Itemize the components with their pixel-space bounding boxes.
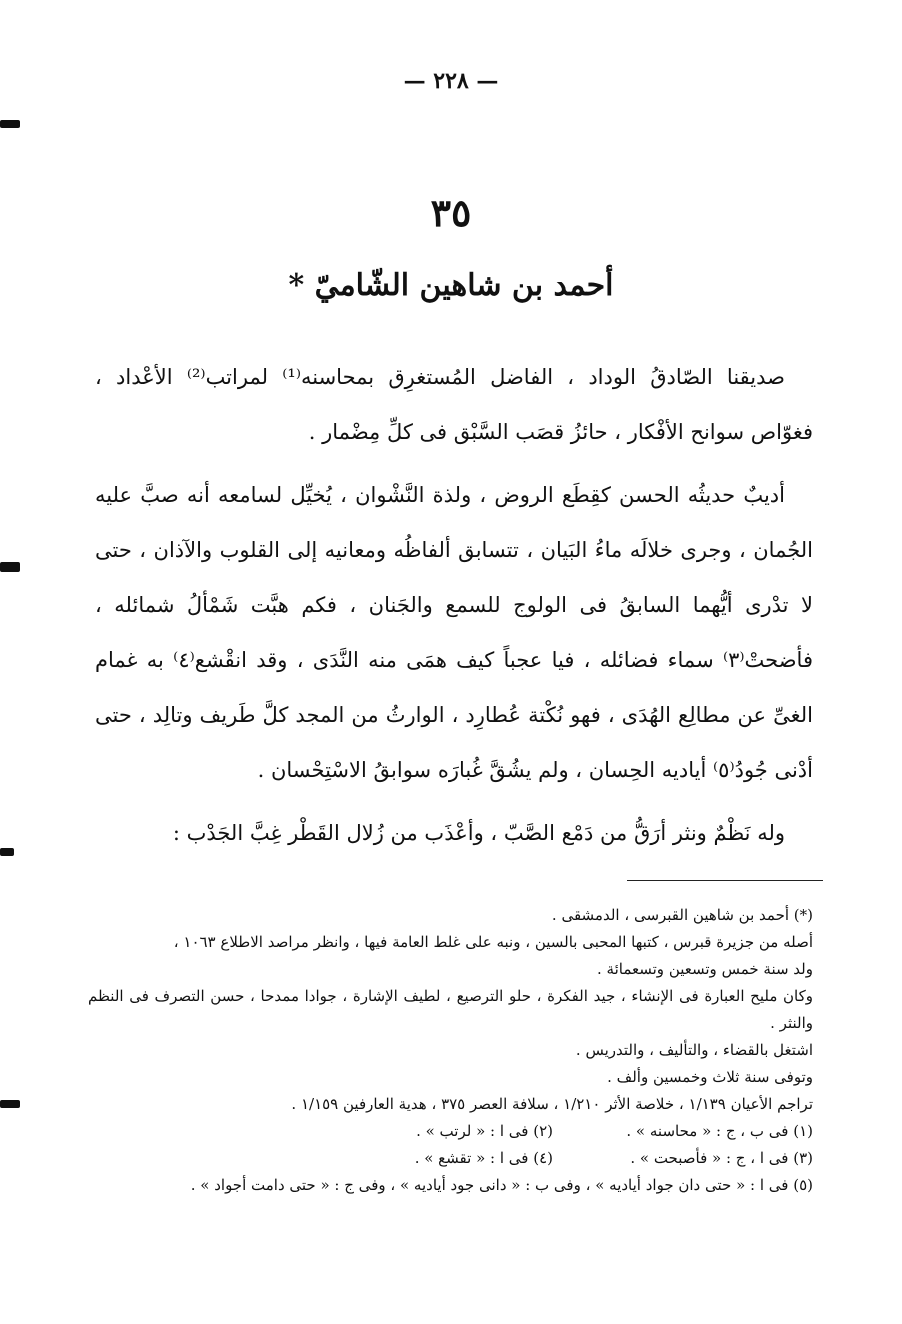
variant-note: (١) فى ب ، ج : « محاسنه » . <box>626 1122 813 1140</box>
variant-row <box>88 1118 813 1145</box>
margin-mark <box>0 848 14 856</box>
biography-number: ٣٥ <box>430 190 472 235</box>
paragraph: وله نَظْمٌ ونثر أرَقُّ من دَمْع الصَّبّ ، وأعْذَب من زُلال القَطْر غِبَّ الجَدْب : <box>172 821 785 845</box>
footnotes <box>88 902 813 1199</box>
main-text <box>95 350 813 869</box>
footnote-line: وكان مليح العبارة فى الإنشاء ، جيد الفكرة ، حلو الترصيع ، لطيف الإشارة ، جوادا ممدحا ، حسن التصرف فى النظم والنثر . <box>88 987 813 1032</box>
footnote-line: (*) أحمد بن شاهين القبرسى ، الدمشقى . <box>551 906 813 924</box>
footnote-divider <box>627 880 823 881</box>
margin-mark <box>0 562 20 572</box>
footnote-line: اشتغل بالقضاء ، والتأليف ، والتدريس . <box>575 1041 813 1059</box>
footnote-line: ولد سنة خمس وتسعين وتسعمائة . <box>597 960 813 978</box>
margin-mark <box>0 120 20 128</box>
footnote-line: أصله من جزيرة قبرس ، كتبها المحبى بالسين ، ونبه على غلط العامة فيها ، وانظر مراصد الاطلاع ١٠٦٣ ، <box>173 933 813 951</box>
variant-note: (٣) فى ا ، ج : « فأصبحت » . <box>630 1149 813 1167</box>
footnote-line: وتوفى سنة ثلاث وخمسين وألف . <box>607 1068 813 1086</box>
variant-row <box>88 1145 813 1172</box>
paragraph: أديبٌ حديثُه الحسن كقِطَع الروض ، ولذة النَّشْوان ، يُخيِّل لسامعه أنه صبَّ عليه الجُمان ، وجرى خلالَه ماءُ البَيان ، تتسابق ألفاظُه ومعانيه إلى القلوب والآذان ، حتى لا تدْرى أيُّهما السابقُ فى الولوج للسمع والجَنان ، فكم هبَّت شَمْألُ شمائله ، فأضحتْ⁽٣⁾ سماء فضائله ، فيا عجباً كيف همَى منه النَّدَى ، وقد انقْشع⁽٤⁾ به غمام الغىِّ عن مطالِع الهُدَى ، فهو نُكْتة عُطارِد ، الوارثُ من المجد كلَّ طَريف وتالِد ، حتى أدْنى جُودُ⁽٥⁾ أياديه الحِسان ، ولم يشُقَّ غُبارَه سوابقُ الاسْتِحْسان . <box>95 483 813 782</box>
paragraph: صديقنا الصّادقُ الوداد ، الفاضل المُستغرِق بمحاسنه⁽¹⁾ لمراتب⁽²⁾ الأعْداد ، فغوّاص سوانح الأفْكار ، حائزُ قصَب السَّبْق فى كلِّ مِضْمار . <box>95 365 813 444</box>
variant-note: (٢) فى ا : « لرتب » . <box>416 1122 553 1140</box>
biography-title: أحمد بن شاهين الشّاميّ * <box>288 268 614 303</box>
page-number: — ٢٢٨ — <box>403 68 499 94</box>
margin-mark <box>0 1100 20 1108</box>
footnote-line: تراجم الأعيان ١/١٣٩ ، خلاصة الأثر ١/٢١٠ ، سلافة العصر ٣٧٥ ، هدية العارفين ١/١٥٩ . <box>291 1095 813 1113</box>
footnote-line: (٥) فى ا : « حتى دان جواد أياديه » ، وفى ب : « دانى جود أياديه » ، وفى ج : « حتى دامت أجواد » . <box>190 1176 813 1194</box>
variant-note: (٤) فى ا : « تقشع » . <box>414 1149 553 1167</box>
